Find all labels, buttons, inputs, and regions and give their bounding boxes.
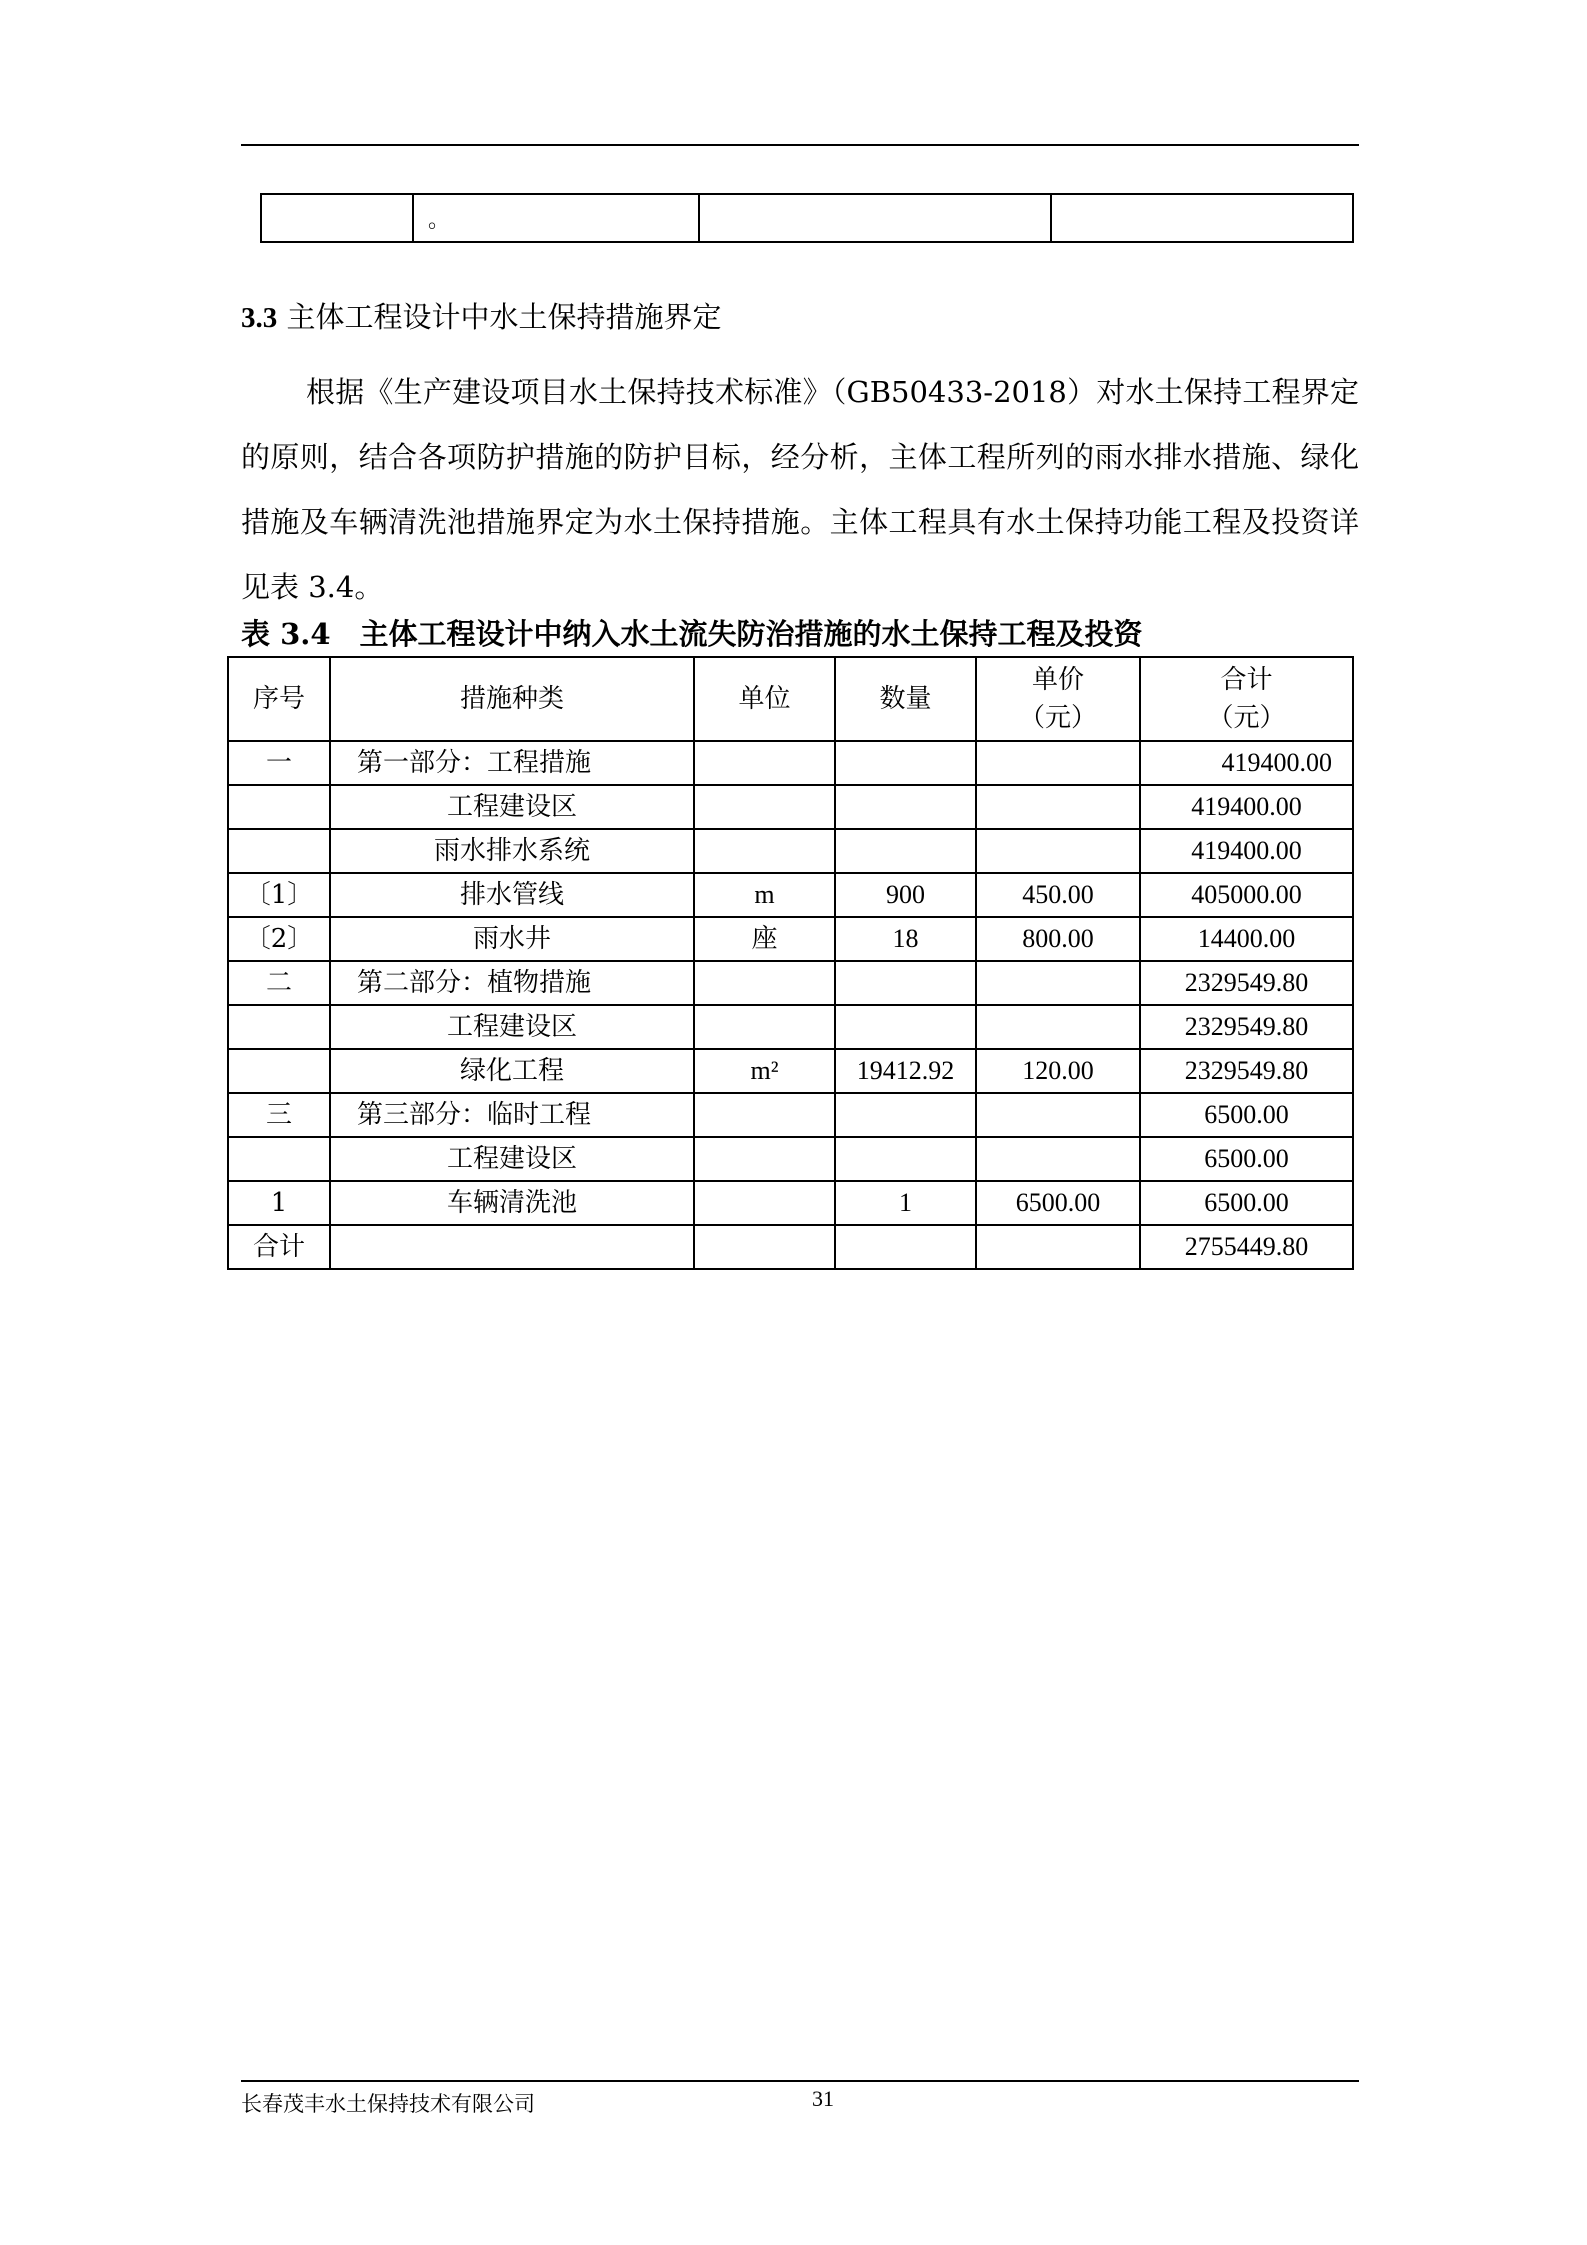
cell-no: 合计 <box>228 1225 330 1269</box>
cell-unit <box>694 1225 835 1269</box>
cell-qty <box>835 829 976 873</box>
header-type: 措施种类 <box>330 657 694 741</box>
table-caption: 表 3.4 主体工程设计中纳入水土流失防治措施的水土保持工程及投资 <box>241 617 1143 651</box>
cell-qty <box>835 961 976 1005</box>
cell-total: 14400.00 <box>1140 917 1353 961</box>
cell-unit: m² <box>694 1049 835 1093</box>
cell-unit <box>694 829 835 873</box>
cell-price <box>976 785 1140 829</box>
cell-price <box>976 1005 1140 1049</box>
cell-type: 绿化工程 <box>330 1049 694 1093</box>
header-price <box>976 657 1140 741</box>
footer-company: 长春茂丰水土保持技术有限公司 <box>241 2092 535 2116</box>
cell-type: 车辆清洗池 <box>330 1181 694 1225</box>
cell-unit <box>694 1137 835 1181</box>
cell-type: 工程建设区 <box>330 785 694 829</box>
table-row <box>228 741 1353 785</box>
cell-no <box>228 1137 330 1181</box>
cell-no: 二 <box>228 961 330 1005</box>
header-no: 序号 <box>228 657 330 741</box>
table-cell <box>1051 194 1353 242</box>
table-header-row <box>228 657 1353 741</box>
cell-unit: m <box>694 873 835 917</box>
table-row <box>228 917 1353 961</box>
cell-type: 第一部分：工程措施 <box>330 741 694 785</box>
cell-no: 〔1〕 <box>228 873 330 917</box>
cell-total: 2755449.80 <box>1140 1225 1353 1269</box>
cell-qty <box>835 1093 976 1137</box>
table-row <box>228 1049 1353 1093</box>
cell-unit <box>694 1093 835 1137</box>
section-number: 3.3 <box>241 302 278 334</box>
table-cell: 。 <box>413 194 699 242</box>
cell-total: 2329549.80 <box>1140 1005 1353 1049</box>
cell-no <box>228 785 330 829</box>
cell-price <box>976 1225 1140 1269</box>
section-heading <box>241 295 721 336</box>
investment-table <box>227 656 1354 1270</box>
cell-type <box>330 1225 694 1269</box>
body-paragraph: 根据《生产建设项目水土保持技术标准》（GB50433-2018）对水土保持工程界定的原则，结合各项防护措施的防护目标，经分析，主体工程所列的雨水排水措施、绿化措施及车辆清洗池措施界定为水土保持措施。主体工程具有水土保持功能工程及投资详见表 3.4。 <box>241 375 1359 604</box>
header-price-line2: （元） <box>1018 703 1097 733</box>
cell-no: 〔2〕 <box>228 917 330 961</box>
cell-price <box>976 741 1140 785</box>
cell-total: 2329549.80 <box>1140 961 1353 1005</box>
cell-unit <box>694 741 835 785</box>
cell-type: 雨水排水系统 <box>330 829 694 873</box>
cell-qty <box>835 1005 976 1049</box>
cell-qty <box>835 1225 976 1269</box>
cell-total: 419400.00 <box>1140 829 1353 873</box>
cell-type: 工程建设区 <box>330 1137 694 1181</box>
table-row <box>228 1225 1353 1269</box>
footer-rule <box>241 2080 1359 2082</box>
cell-no <box>228 1049 330 1093</box>
table-cell <box>699 194 1051 242</box>
cell-total: 6500.00 <box>1140 1137 1353 1181</box>
header-qty: 数量 <box>835 657 976 741</box>
cell-qty <box>835 785 976 829</box>
cell-type: 第二部分：植物措施 <box>330 961 694 1005</box>
cell-qty <box>835 1137 976 1181</box>
cell-price: 6500.00 <box>976 1181 1140 1225</box>
cell-price <box>976 1093 1140 1137</box>
cell-no: 一 <box>228 741 330 785</box>
table-row <box>261 194 1353 242</box>
cell-type: 排水管线 <box>330 873 694 917</box>
header-total-line1: 合计 <box>1220 665 1273 695</box>
table-row <box>228 829 1353 873</box>
table-cell <box>261 194 413 242</box>
table-row <box>228 1137 1353 1181</box>
cell-qty: 1 <box>835 1181 976 1225</box>
header-rule <box>241 144 1359 146</box>
cell-qty: 900 <box>835 873 976 917</box>
cell-type: 第三部分：临时工程 <box>330 1093 694 1137</box>
cell-price <box>976 1137 1140 1181</box>
cell-type: 工程建设区 <box>330 1005 694 1049</box>
header-unit: 单位 <box>694 657 835 741</box>
table-row <box>228 873 1353 917</box>
cell-unit <box>694 1005 835 1049</box>
cell-unit <box>694 1181 835 1225</box>
cell-price: 120.00 <box>976 1049 1140 1093</box>
cell-total: 2329549.80 <box>1140 1049 1353 1093</box>
cell-price: 450.00 <box>976 873 1140 917</box>
cell-no: 1 <box>228 1181 330 1225</box>
cell-qty <box>835 741 976 785</box>
cell-no: 三 <box>228 1093 330 1137</box>
continued-table <box>260 193 1354 243</box>
cell-no <box>228 829 330 873</box>
cell-no <box>228 1005 330 1049</box>
section-title: 主体工程设计中水土保持措施界定 <box>286 300 722 334</box>
cell-price: 800.00 <box>976 917 1140 961</box>
table-row <box>228 785 1353 829</box>
cell-qty: 19412.92 <box>835 1049 976 1093</box>
cell-total: 6500.00 <box>1140 1093 1353 1137</box>
cell-unit <box>694 961 835 1005</box>
page-number: 31 <box>812 2086 834 2111</box>
cell-price <box>976 961 1140 1005</box>
cell-type: 雨水井 <box>330 917 694 961</box>
table-row <box>228 1005 1353 1049</box>
cell-qty: 18 <box>835 917 976 961</box>
table-row <box>228 1093 1353 1137</box>
cell-total: 405000.00 <box>1140 873 1353 917</box>
cell-price <box>976 829 1140 873</box>
cell-total: 6500.00 <box>1140 1181 1353 1225</box>
cell-total: 419400.00 <box>1140 741 1353 785</box>
table-row <box>228 961 1353 1005</box>
header-total-line2: （元） <box>1207 703 1286 733</box>
cell-total: 419400.00 <box>1140 785 1353 829</box>
table-row <box>228 1181 1353 1225</box>
header-price-line1: 单价 <box>1031 665 1084 695</box>
header-total <box>1140 657 1353 741</box>
cell-unit <box>694 785 835 829</box>
cell-unit: 座 <box>694 917 835 961</box>
